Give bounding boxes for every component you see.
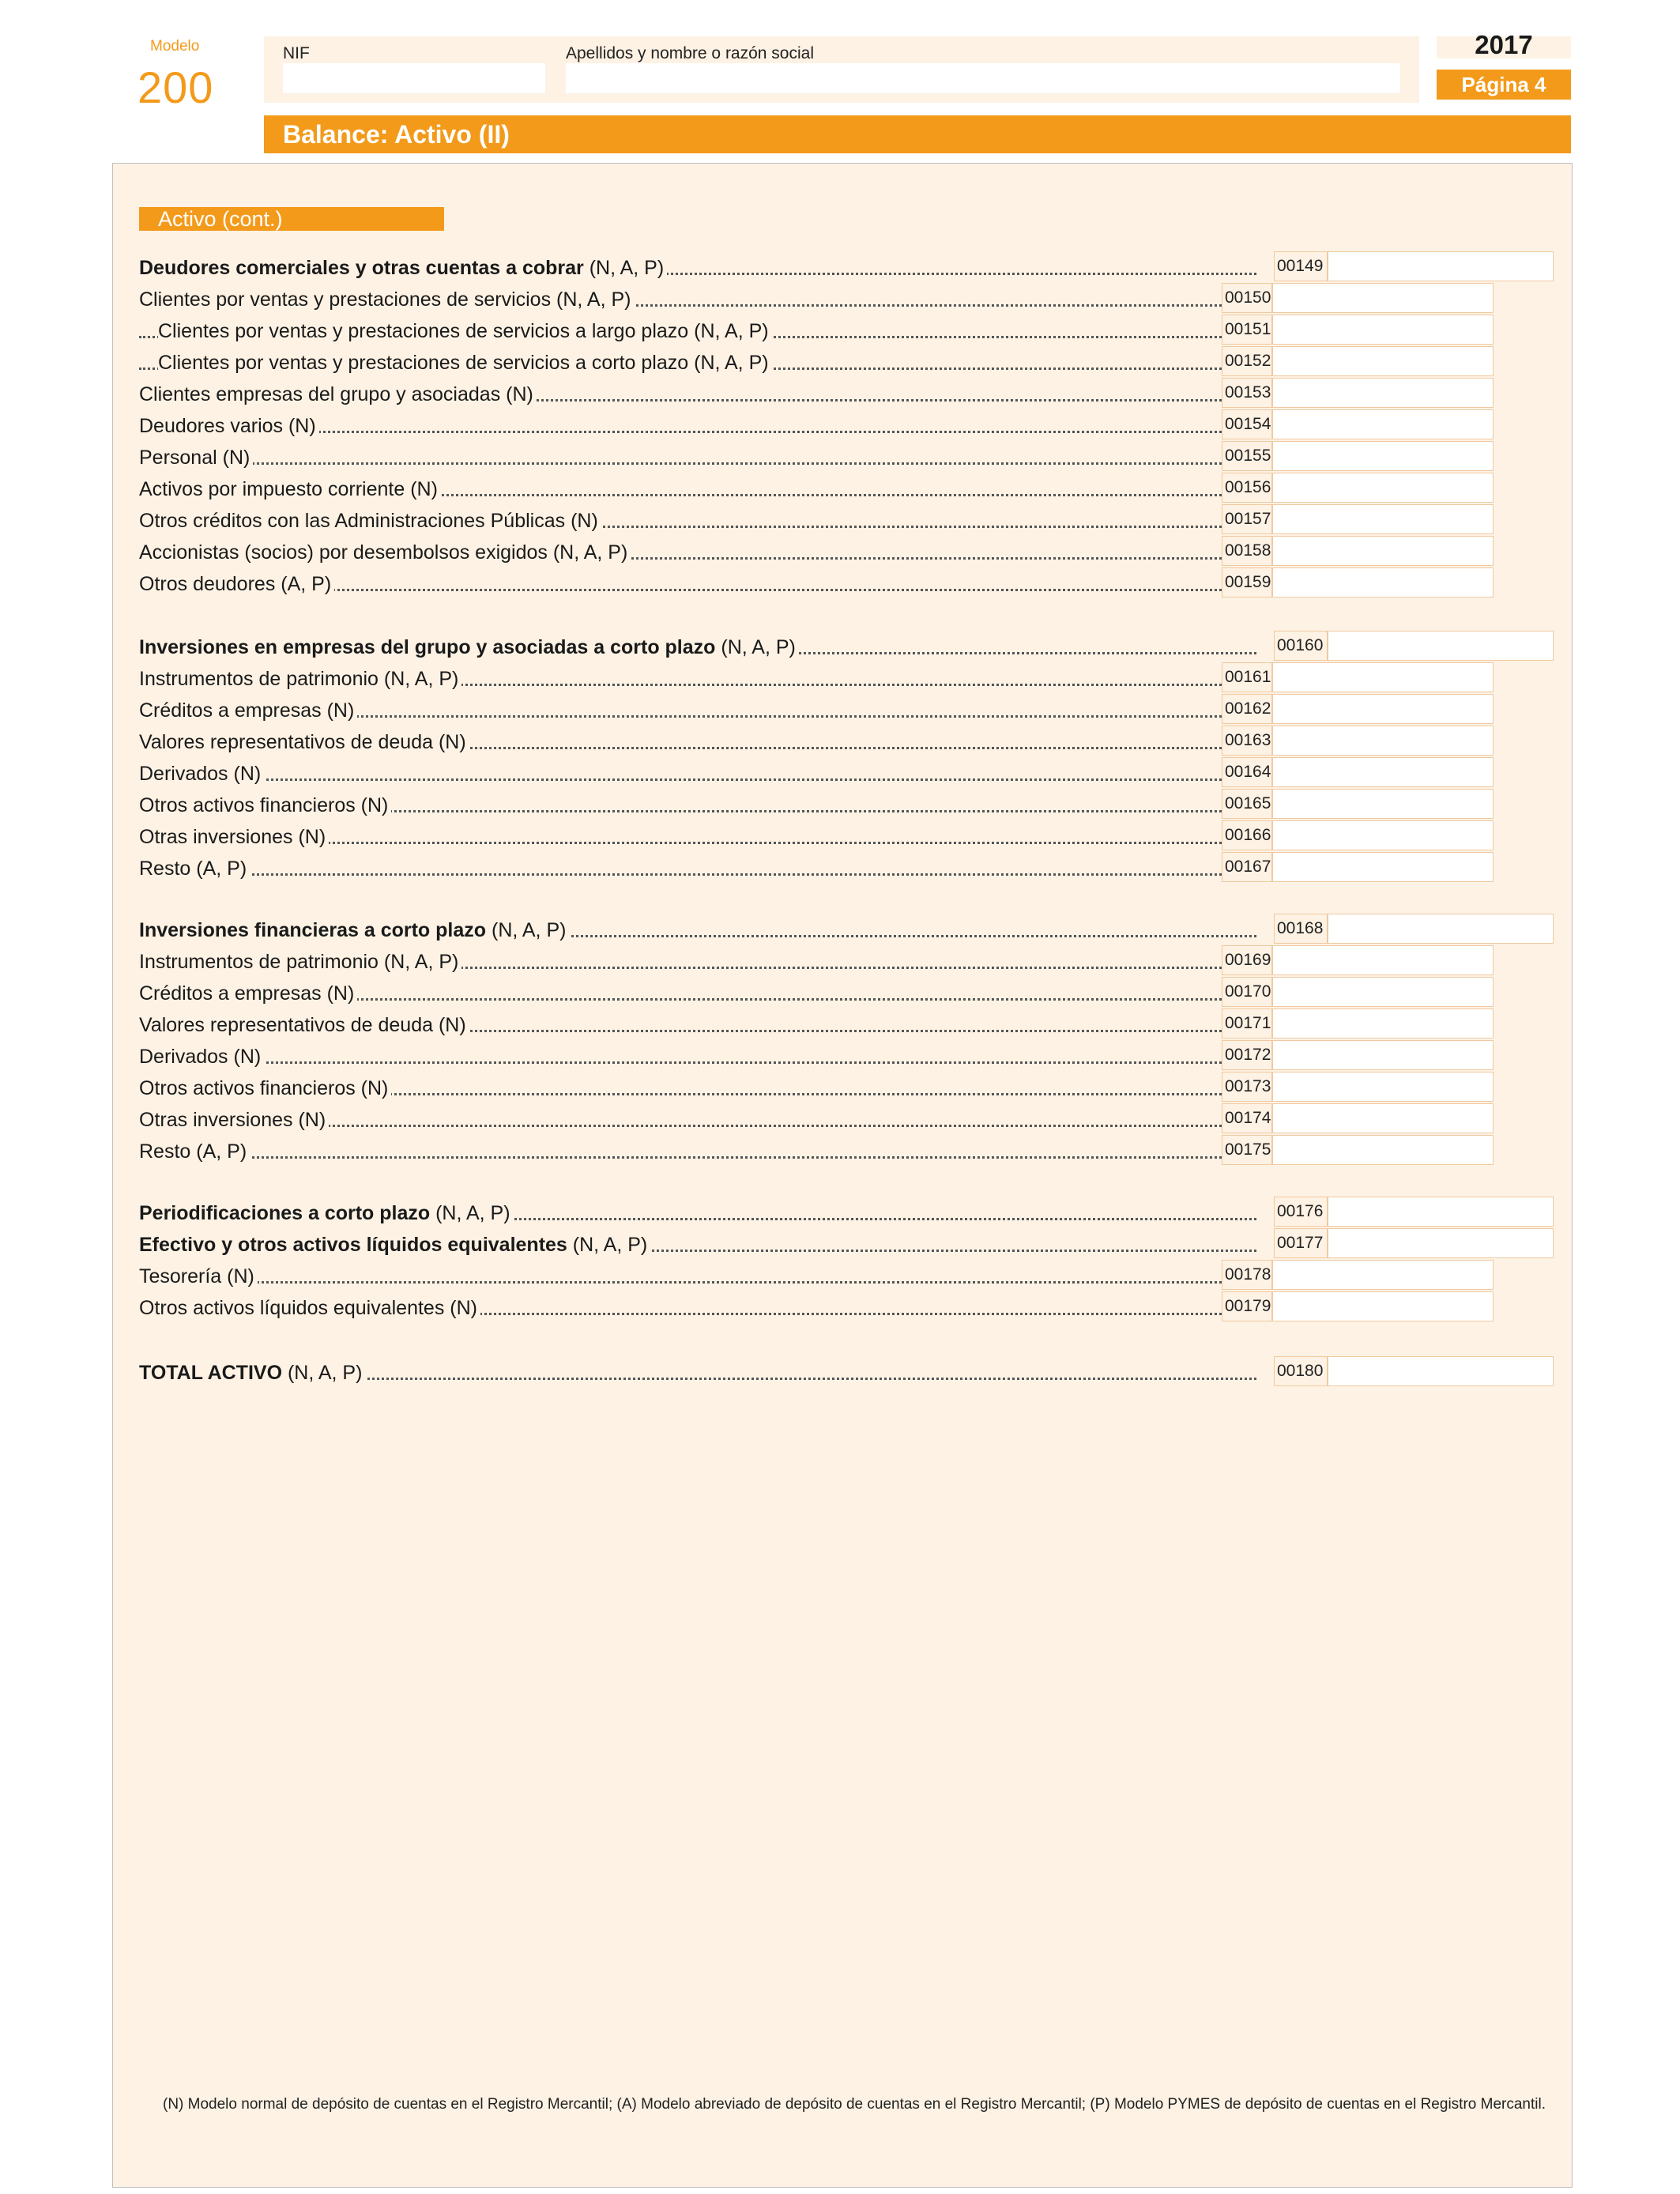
box-code: 00174 [1222,1103,1272,1133]
box-code: 00163 [1222,726,1272,756]
dot-leader [139,462,1222,465]
amount-field[interactable] [1272,977,1494,1007]
row-label: Clientes empresas del grupo y asociadas (N) [139,383,537,406]
box-code: 00155 [1222,441,1272,471]
amount-field[interactable] [1328,914,1554,944]
page-number: Página 4 [1437,70,1571,100]
box-code: 00157 [1222,504,1272,534]
row-label: Deudores comerciales y otras cuentas a cobrar (N, A, P) [139,257,667,280]
row-label: Otros deudores (A, P) [139,573,334,596]
amount-field[interactable] [1272,789,1494,819]
form-row-00173 [139,1072,1494,1103]
form-row-00162 [139,694,1494,726]
amount-field[interactable] [1328,1197,1554,1227]
amount-field[interactable] [1272,536,1494,566]
box-code: 00166 [1222,820,1272,850]
form-row-00178 [139,1260,1494,1291]
box-code: 00177 [1274,1228,1328,1258]
form-row-00150 [139,283,1494,315]
form-row-00176 [139,1197,1554,1228]
form-row-00180 [139,1356,1554,1388]
amount-field[interactable] [1272,409,1494,439]
page-title: Balance: Activo (II) [264,115,1571,153]
form-row-00168 [139,914,1554,945]
amount-field[interactable] [1272,1291,1494,1321]
form-row-00172 [139,1040,1494,1072]
amount-field[interactable] [1272,441,1494,471]
box-code: 00168 [1274,914,1328,944]
box-code: 00173 [1222,1072,1272,1102]
form-row-00155 [139,441,1494,473]
form-row-00174 [139,1103,1494,1135]
box-code: 00153 [1222,378,1272,408]
amount-field[interactable] [1272,1103,1494,1133]
row-label: Otros activos financieros (N) [139,794,391,817]
form-row-00179 [139,1291,1494,1323]
box-code: 00161 [1222,662,1272,692]
amount-field[interactable] [1272,1072,1494,1102]
dot-leader [139,1156,1222,1159]
amount-field[interactable] [1328,1356,1554,1386]
form-row-00152 [139,346,1494,378]
form-row-00164 [139,757,1494,789]
form-row-00171 [139,1008,1494,1040]
box-code: 00175 [1222,1135,1272,1165]
form-row-00169 [139,945,1494,977]
amount-field[interactable] [1272,1135,1494,1165]
box-code: 00159 [1222,567,1272,598]
form-row-00170 [139,977,1494,1008]
form-row-00159 [139,567,1494,599]
box-code: 00172 [1222,1040,1272,1070]
box-code: 00179 [1222,1291,1272,1321]
amount-field[interactable] [1272,1008,1494,1039]
box-code: 00170 [1222,977,1272,1007]
box-code: 00167 [1222,852,1272,882]
row-label: Personal (N) [139,447,253,469]
modelo-label: Modelo [150,38,200,55]
box-code: 00156 [1222,473,1272,503]
box-code: 00151 [1222,315,1272,345]
amount-field[interactable] [1272,346,1494,376]
row-label: Valores representativos de deuda (N) [139,731,469,754]
row-label: Derivados (N) [139,1046,264,1069]
amount-field[interactable] [1272,283,1494,313]
box-code: 00180 [1274,1356,1328,1386]
row-label: Instrumentos de patrimonio (N, A, P) [139,951,461,974]
form-row-00163 [139,726,1494,757]
dot-leader [139,778,1222,781]
form-row-00156 [139,473,1494,504]
row-label: Clientes por ventas y prestaciones de servicios a corto plazo (N, A, P) [158,352,772,375]
row-label: Inversiones en empresas del grupo y asociadas a corto plazo (N, A, P) [139,636,799,659]
row-label: Valores representativos de deuda (N) [139,1014,469,1037]
amount-field[interactable] [1272,757,1494,787]
amount-field[interactable] [1328,1228,1554,1258]
box-code: 00149 [1274,251,1328,281]
footnote: (N) Modelo normal de depósito de cuentas en el Registro Mercantil; (A) Modelo abreviado de depósito de cuentas en el Registro Mercantil; (P) Modelo PYMES de depósito de cuentas en el Registro Mercantil. [163,2096,1546,2113]
form-row-00166 [139,820,1494,852]
year: 2017 [1475,30,1533,59]
row-label: Otras inversiones (N) [139,1109,329,1132]
row-label: Derivados (N) [139,763,264,786]
box-code: 00162 [1222,694,1272,724]
box-code: 00158 [1222,536,1272,566]
amount-field[interactable] [1272,473,1494,503]
amount-field[interactable] [1272,945,1494,975]
row-label: Inversiones financieras a corto plazo (N, A, P) [139,919,569,942]
row-label: Clientes por ventas y prestaciones de servicios (N, A, P) [139,288,635,311]
amount-field[interactable] [1272,1040,1494,1070]
amount-field[interactable] [1272,315,1494,345]
row-label: Deudores varios (N) [139,415,319,438]
name-input[interactable] [566,63,1400,93]
dot-leader [139,1281,1222,1284]
box-code: 00164 [1222,757,1272,787]
row-label: Otros activos financieros (N) [139,1077,391,1100]
box-code: 00160 [1274,631,1328,661]
amount-field[interactable] [1272,504,1494,534]
box-code: 00150 [1222,283,1272,313]
nif-label: NIF [283,44,310,62]
box-code: 00152 [1222,346,1272,376]
dot-leader [139,873,1222,876]
row-label: Periodificaciones a corto plazo (N, A, P) [139,1202,514,1225]
box-code: 00178 [1222,1260,1272,1290]
nif-input[interactable] [283,63,545,93]
dot-leader [139,1061,1222,1064]
form-row-00154 [139,409,1494,441]
amount-field[interactable] [1328,631,1554,661]
form-row-00161 [139,662,1494,694]
row-label: Tesorería (N) [139,1265,258,1288]
form-row-00153 [139,378,1494,409]
amount-field[interactable] [1328,251,1554,281]
row-label: Créditos a empresas (N) [139,982,357,1005]
box-code: 00171 [1222,1008,1272,1039]
row-label: Otros créditos con las Administraciones Públicas (N) [139,510,601,533]
row-label: Efectivo y otros activos líquidos equivalentes (N, A, P) [139,1234,650,1257]
form-row-00160 [139,631,1554,662]
amount-field[interactable] [1272,694,1494,724]
form-row-00165 [139,789,1494,820]
row-label: Créditos a empresas (N) [139,699,357,722]
name-label: Apellidos y nombre o razón social [566,44,814,62]
row-label: Accionistas (socios) por desembolsos exigidos (N, A, P) [139,541,631,564]
row-label: Resto (A, P) [139,1140,250,1163]
amount-field[interactable] [1272,820,1494,850]
row-label: Resto (A, P) [139,858,250,880]
amount-field[interactable] [1272,567,1494,598]
amount-field[interactable] [1272,378,1494,408]
row-label: Instrumentos de patrimonio (N, A, P) [139,668,461,691]
amount-field[interactable] [1272,662,1494,692]
box-code: 00165 [1222,789,1272,819]
box-code: 00176 [1274,1197,1328,1227]
row-label: Otras inversiones (N) [139,826,329,849]
box-code: 00154 [1222,409,1272,439]
amount-field[interactable] [1272,852,1494,882]
form-row-00157 [139,504,1494,536]
row-label: TOTAL ACTIVO (N, A, P) [139,1362,365,1385]
row-label: Otros activos líquidos equivalentes (N) [139,1297,480,1320]
form-row-00175 [139,1135,1494,1167]
amount-field[interactable] [1272,726,1494,756]
form-row-00149 [139,251,1554,283]
taxpayer-header [264,36,1419,103]
section-label: Activo (cont.) [139,207,444,231]
form-row-00167 [139,852,1494,884]
modelo-number: 200 [137,62,214,112]
form-row-00158 [139,536,1494,567]
form-row-00177 [139,1228,1554,1260]
box-code: 00169 [1222,945,1272,975]
form-row-00151 [139,315,1494,346]
amount-field[interactable] [1272,1260,1494,1290]
row-label: Activos por impuesto corriente (N) [139,478,441,501]
row-label: Clientes por ventas y prestaciones de servicios a largo plazo (N, A, P) [158,320,772,343]
